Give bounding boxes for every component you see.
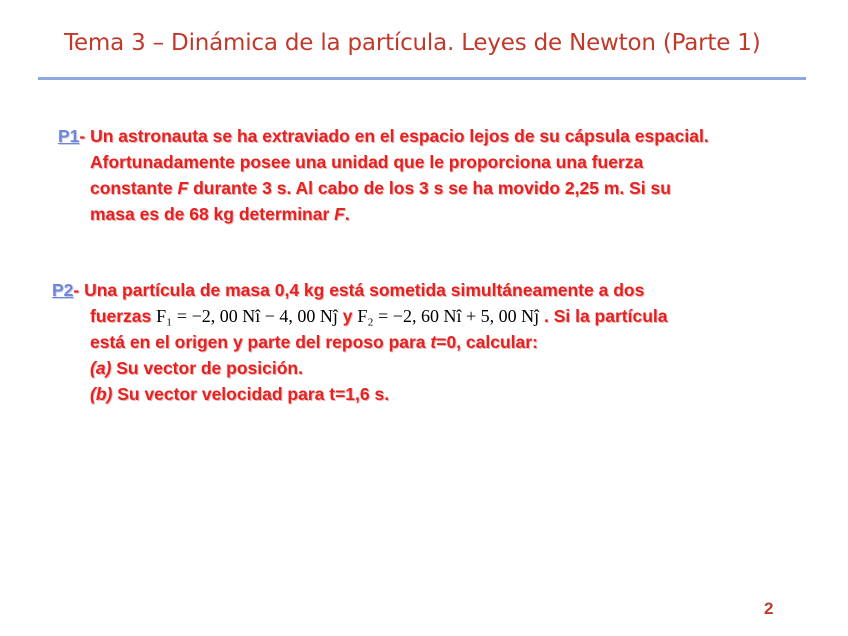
problem-1-var-f-2: F: [334, 204, 345, 224]
item-b-label: (b): [90, 384, 113, 404]
problem-1-line-3: [58, 175, 709, 201]
item-a-label: (a): [90, 358, 112, 378]
problem-1-text-4a: masa es de 68 kg determinar: [90, 204, 335, 224]
problem-1-line-2: [58, 149, 709, 175]
problem-1-text-3a: constante: [90, 178, 178, 198]
problem-2-text-1: - Una partícula de masa 0,4 kg está sometida simultáneamente a dos: [73, 280, 645, 300]
problem-2-line-1: [52, 277, 668, 303]
problem-1-link[interactable]: P1: [58, 126, 80, 146]
problem-1-text-4b: .: [344, 204, 350, 224]
problem-2-item-a: [52, 355, 668, 381]
item-b-text: Su vector velocidad para t=1,6 s.: [112, 384, 390, 404]
problem-1-var-f: F: [177, 178, 189, 198]
problem-2-text-2b: y: [337, 306, 358, 326]
problem-2-var-t: t: [430, 332, 437, 352]
page-number: 2: [764, 599, 774, 618]
problem-1: [58, 123, 709, 227]
problem-2-text-2a: fuerzas: [90, 306, 157, 326]
problem-2-text-3a: está en el origen y parte del reposo para: [90, 332, 431, 352]
problem-2-line-2: [52, 303, 668, 329]
problem-2-item-b: [52, 381, 668, 407]
item-a-text: Su vector de posición.: [111, 358, 303, 378]
slide-title: Tema 3 – Dinámica de la partícula. Leyes de Newton (Parte 1): [64, 30, 761, 56]
problem-2-link[interactable]: P2: [52, 280, 74, 300]
title-divider: [38, 77, 806, 80]
problem-2-text-3b: =0, calcular:: [436, 332, 538, 352]
problem-2: [52, 277, 668, 407]
problem-2-text-2c: . Si la partícula: [539, 306, 668, 326]
problem-1-text-2: Afortunadamente posee una unidad que le proporciona una fuerza: [90, 152, 644, 172]
problem-2-line-3: [52, 329, 668, 355]
force-1-equation: F₁ = −2, 00 Nî − 4, 00 Nĵ: [156, 306, 338, 326]
problem-1-text-1: - Un astronauta se ha extraviado en el espacio lejos de su cápsula espacial.: [79, 126, 709, 146]
force-2-equation: F₂ = −2, 60 Nî + 5, 00 Nĵ: [357, 306, 540, 326]
problem-1-text-3b: durante 3 s. Al cabo de los 3 s se ha movido 2,25 m. Si su: [188, 178, 671, 198]
problem-1-line-1: [58, 123, 709, 149]
problem-1-line-4: [58, 201, 709, 227]
